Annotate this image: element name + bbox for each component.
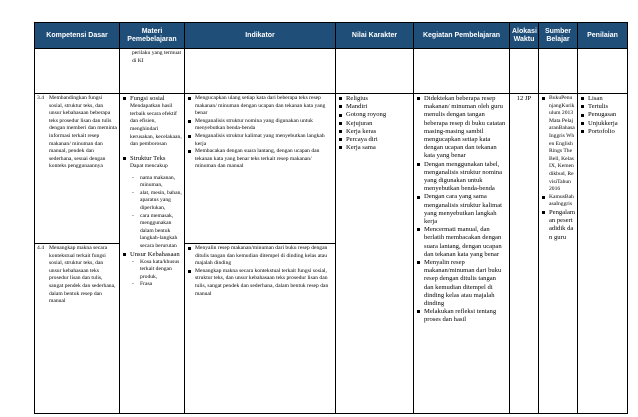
materi-tail-cell	[120, 49, 185, 94]
cell-empty	[336, 49, 414, 94]
materi-struktur-text: Dapat mencakup	[130, 162, 168, 169]
list-item: Percaya diri	[338, 136, 411, 144]
list-item: - nama makanan, minuman,	[132, 175, 182, 190]
kd-text: Membandingkan fungsi sosial, struktur teks, dan unsur kebahasaan beberapa teks prosedur lisan dan tulis dengan memberi dan meminta informasi terkait resep makanan/ minuman dan manual, pendek dan sederhana, sesuai dengan konteks penggunaannya	[49, 95, 117, 170]
header-kegiatan: Kegiatan Pembelajaran	[414, 23, 510, 49]
list-item: Mencermati manual, dan berlatih membacakan dengan suara lantang, dengan ucapan dan tekanan kata yang benar	[416, 226, 507, 259]
header-sumber: Sumber Belajar	[539, 23, 578, 49]
header-kompetensi-dasar: Kompetensi Dasar	[35, 23, 120, 49]
materi-cell	[120, 94, 185, 414]
header-penilaian: Penilaian	[578, 23, 628, 49]
kd-number: 3.4	[37, 95, 44, 101]
list-item: Melakukan refleksi tentang proses dan hasil	[416, 308, 507, 324]
list-item: Pengalaman pesertadidik dan guru	[541, 209, 575, 242]
list-item: Menyalin resep makanan/minuman dari buku resep dengan ditulis tangan dan kemudian ditempel di dinding kelas atau majalah dinding	[416, 259, 507, 308]
alokasi-value: 12 JP	[516, 95, 532, 102]
list-item: Tertulis	[580, 103, 625, 111]
list-item: - cara memasak, menggunakan dalam bentuk langkah-langkah secara berurutan	[132, 213, 182, 251]
table-row	[35, 49, 628, 94]
list-item: Unjukkerja	[580, 120, 625, 128]
list-item: Menganalisis struktur kalimat yang menyebutkan langkah kerja	[187, 133, 333, 148]
list-item: Menganalisis struktur nomina yang digunakan untuk menyebutkan benda-benda	[187, 118, 333, 133]
kegiatan-cell	[414, 94, 510, 414]
header-nilai-karakter: Nilai Karakter	[336, 23, 414, 49]
syllabus-table	[34, 22, 628, 414]
kd-text: Menangkap makna secara kontekstual terkait fungsi sosial, struktur teks, dan unsur kebahasaan teks prosedur lisan dan tulis, sangat pendek dan sederhana, dalam bentuk resep dan manual	[49, 245, 116, 305]
list-item: Mengucapkan ulang setiap kata dari beberapa teks resep makanan/ minuman dengan ucapan dan tekanan kata yang benar	[187, 95, 333, 118]
list-item: Menyalin resep makanan/minuman dari buku resep dengan ditulis tangan dan kemudian ditempel di dinding kelas atau majalah dinding	[187, 245, 333, 268]
header-materi: Materi Pemebelajaran	[120, 23, 185, 49]
header-indikator: Indikator	[185, 23, 336, 49]
list-item: - alat, mesin, bahan, aparatus yang diperlukan,	[132, 190, 182, 213]
list-item: Didektekan beberapa resep makanan/ minuman oleh guru menulis dengan tangan beberapa resep di buku catatan masing-masing sambil mengucapkan setiap kata dengan ucapan dan tekanan kata yang benar	[416, 95, 507, 161]
header-alokasi: Alokasi Waktu	[510, 23, 539, 49]
list-item: Religius	[338, 95, 411, 103]
list-item: Portofolio	[580, 128, 625, 136]
list-item: Membacakan dengan suara lantang, dengan ucapan dan tekanan kata yang benar teks terkait resep makanan/ minuman dan manual	[187, 148, 333, 171]
table-row	[35, 94, 628, 244]
kd-number: 4.4	[37, 245, 44, 251]
list-item: Gotong royong	[338, 111, 411, 119]
list-item: BukuPenunjangKurikulum 2013 Mata PelajaranBahasaInggris When English Rings The Bell, Kelas IX, Kemendikbud, RevisiTahun 2016	[541, 95, 575, 194]
header-row	[35, 23, 628, 49]
list-item: Dengan cara yang sama menganalisis struktur kalimat yang menyebutkan langkah kerja	[416, 193, 507, 226]
document-page	[34, 22, 618, 410]
materi-fungsi-text: Mendapatkan hasil terbaik secara efektif dan efisien, menghindari kerusakan, kecelakaan, dan pemborosan	[130, 103, 182, 148]
cell-empty	[539, 49, 578, 94]
list-item: - Frasa	[132, 281, 182, 289]
indikator-cell-1	[185, 94, 336, 244]
cell-empty	[510, 49, 539, 94]
indikator-cell-2	[185, 244, 336, 414]
list-item: KamusBahasaInggris	[541, 194, 575, 209]
list-item: - Kosa kata/khusus terkait dengan produk,	[132, 259, 182, 282]
materi-struktur-label: Struktur Teks	[122, 155, 182, 163]
kd-cell-2	[35, 244, 120, 414]
penilaian-cell	[578, 94, 628, 414]
sumber-cell	[539, 94, 578, 414]
list-item: Mandiri	[338, 103, 411, 111]
cell-empty	[414, 49, 510, 94]
list-item: Kerja sama	[338, 144, 411, 152]
list-item: Lisan	[580, 95, 625, 103]
materi-fungsi-label: Fungsi sosial	[122, 95, 182, 103]
nilai-cell	[336, 94, 414, 414]
list-item: Kejujuran	[338, 120, 411, 128]
list-item: Kerja keras	[338, 128, 411, 136]
cell-empty	[185, 49, 336, 94]
list-item: Menangkap makna secara kontekstual terkait fungsi sosial, struktur teks, dan unsur kebahasaan teks prosedur lisan dan tulis, sangat pendek dan sederhana, dalam bentuk resep dan manual	[187, 268, 333, 298]
list-item: Penugasan	[580, 111, 625, 119]
kd-cell-1	[35, 94, 120, 244]
alokasi-cell	[510, 94, 539, 414]
cell-empty	[35, 49, 120, 94]
materi-unsur-label: Unsur Kebahasaan	[122, 251, 182, 259]
cell-empty	[578, 49, 628, 94]
list-item: Dengan menggunakan tabel, menganalisis struktur nomina yang digunakan untuk menyebutkan benda-benda	[416, 161, 507, 194]
materi-tail-text: perilaku yang termuat di KI	[132, 50, 182, 64]
